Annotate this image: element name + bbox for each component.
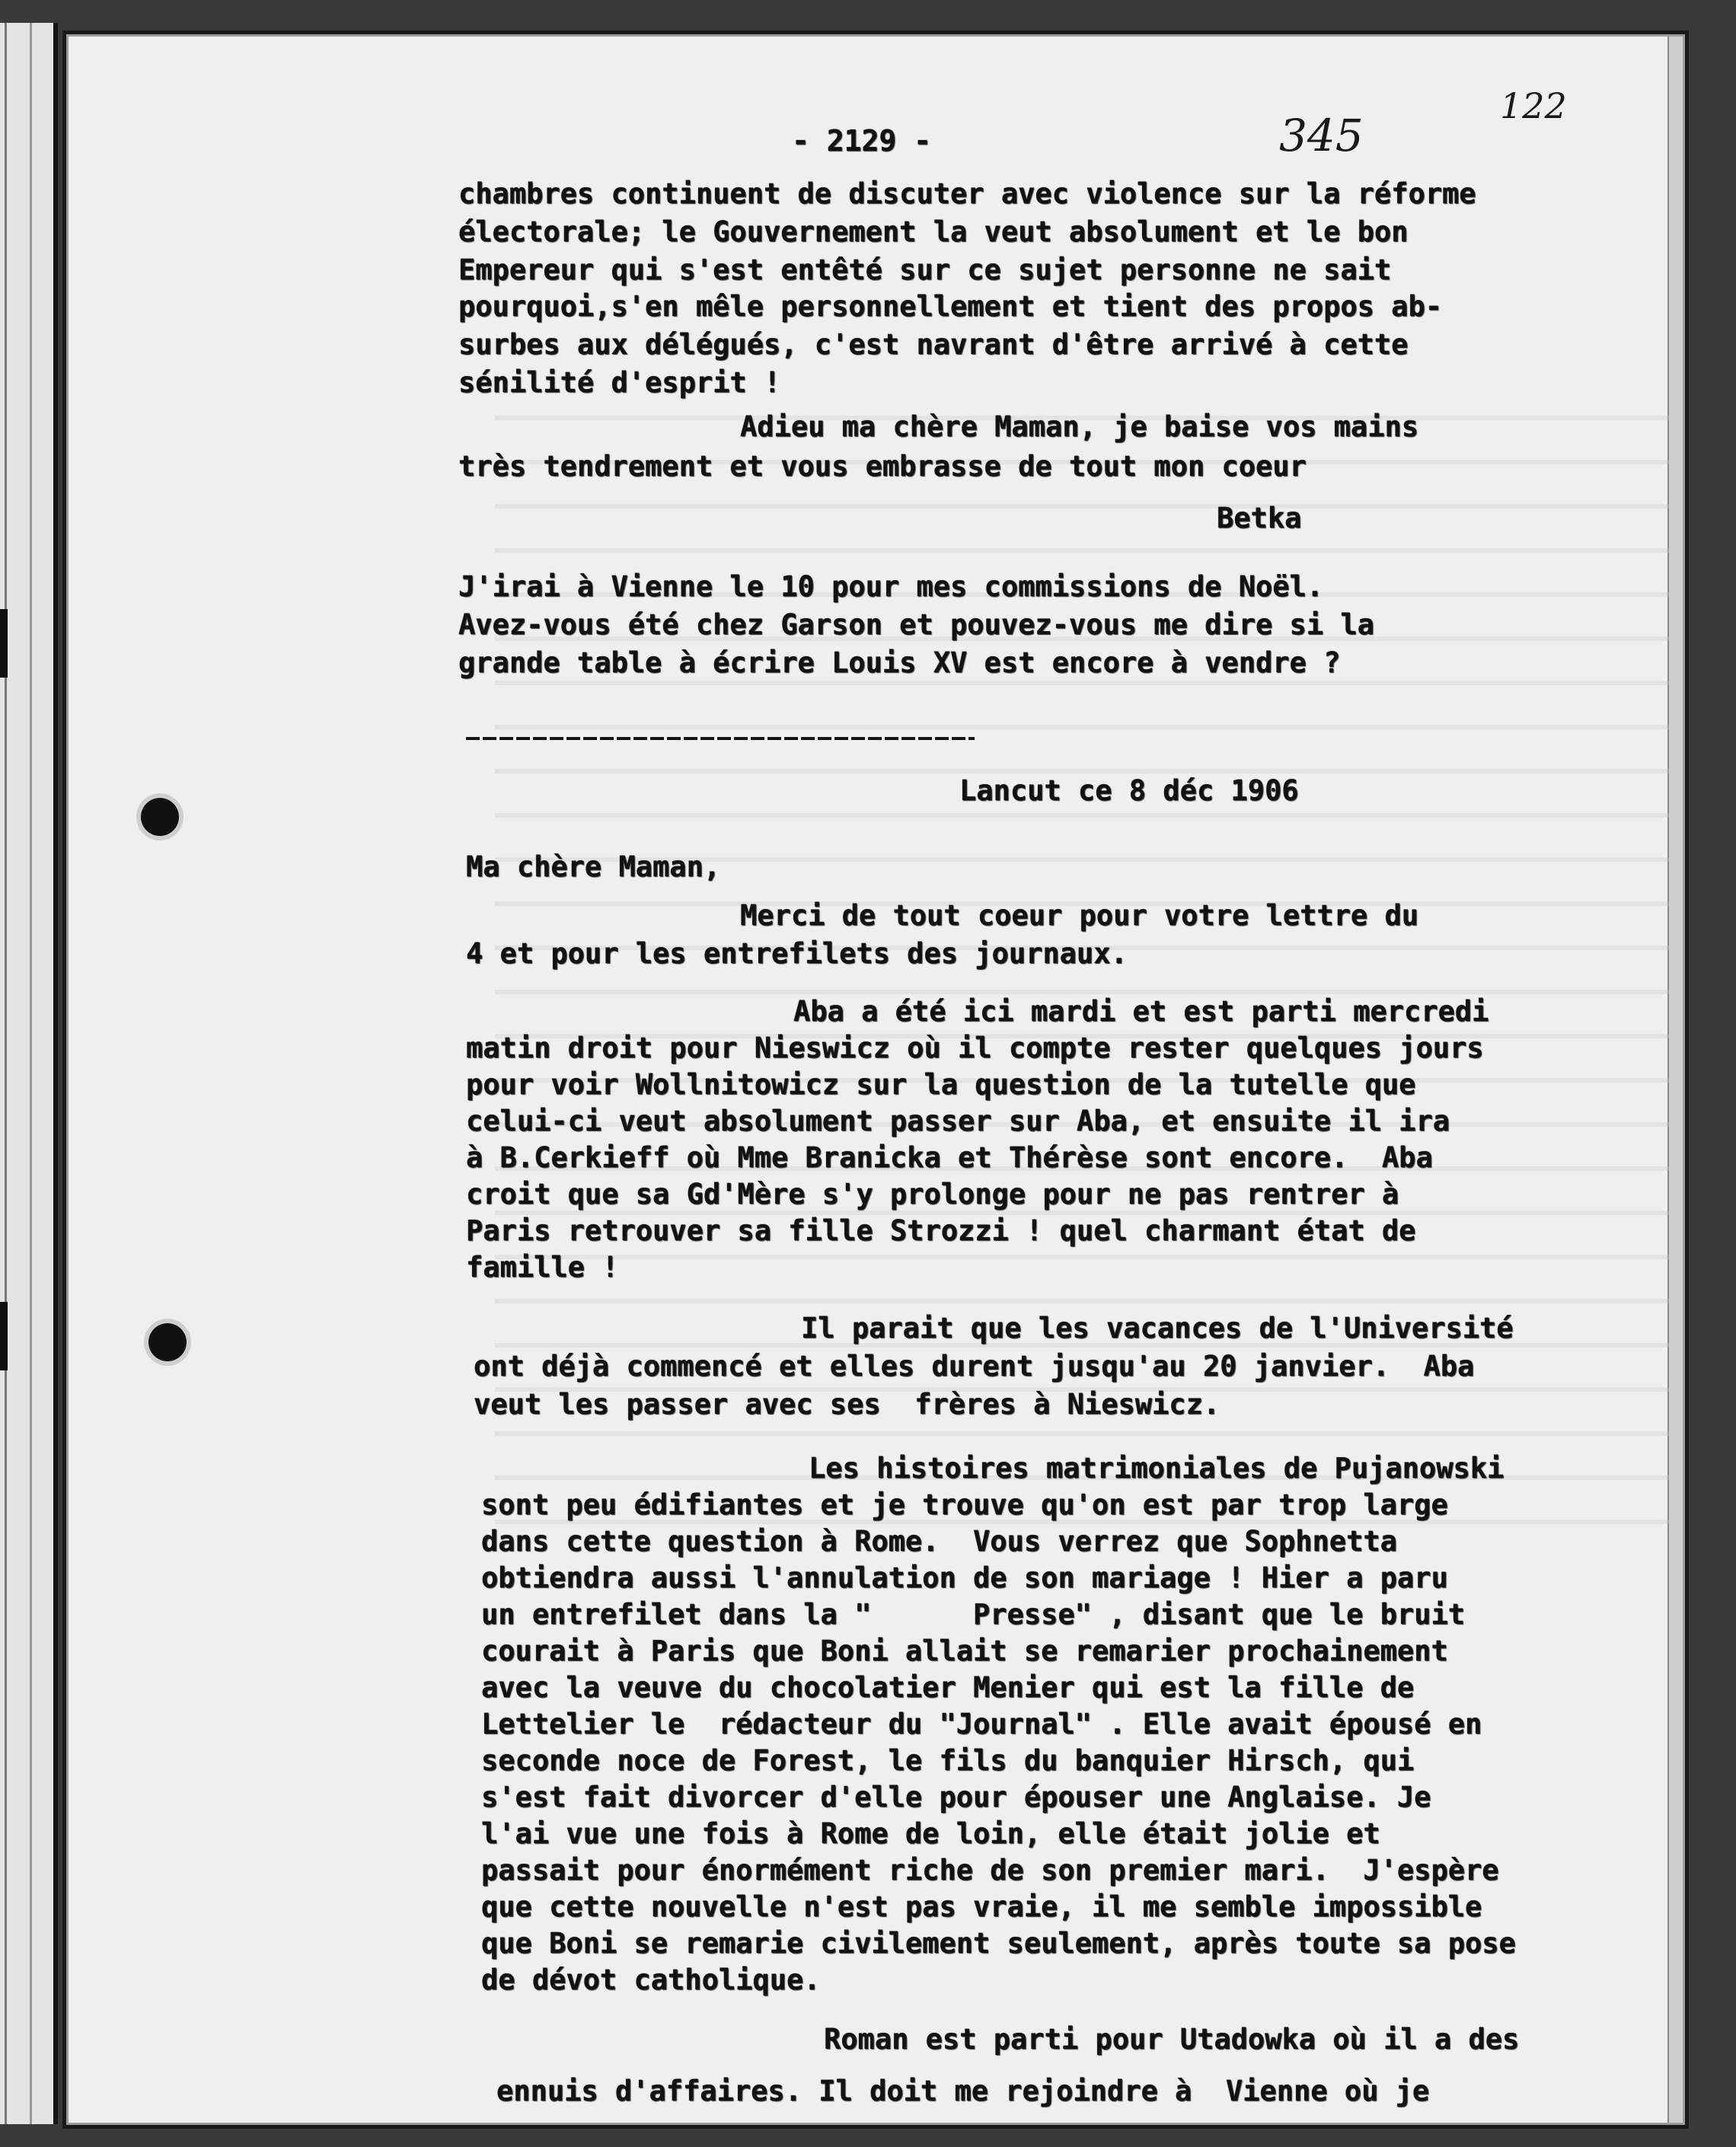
paragraph-first-line: Il parait que les vacances de l'Université [801,1312,1514,1345]
text-line: ont déjà commencé et elles durent jusqu'au 20 janvier. Aba [474,1350,1475,1383]
text-line: que cette nouvelle n'est pas vraie, il me semble impossible [481,1890,1482,1923]
closing-line: Adieu ma chère Maman, je baise vos mains [740,410,1419,443]
text-line: Empereur qui s'est entêté sur ce sujet personne ne sait [458,254,1392,286]
salutation: Ma chère Maman, [466,850,721,883]
text-line: avec la veuve du chocolatier Menier qui est la fille de [481,1671,1415,1704]
postscript-line: J'irai à Vienne le 10 pour mes commissions de Noël. [458,570,1324,603]
paragraph-first-line: Les histoires matrimoniales de Pujanowski [809,1452,1505,1485]
text-line: obtiendra aussi l'annulation de son mariage ! Hier a paru [481,1562,1448,1594]
text-line: chambres continuent de discuter avec violence sur la réforme [458,177,1476,210]
paragraph-first-line: Aba a été ici mardi et est parti mercredi [793,995,1489,1028]
previous-page-edge [0,23,58,2124]
text-line: électorale; le Gouvernement la veut absolument et le bon [458,215,1409,248]
text-line: passait pour énormément riche de son premier mari. J'espère [481,1854,1499,1887]
punch-hole [141,798,179,836]
text-line: sont peu édifiantes et je trouve qu'on est par trop large [481,1488,1448,1521]
text-line: surbes aux délégués, c'est navrant d'être arrivé à cette [458,328,1409,361]
text-line: à B.Cerkieff où Mme Branicka et Thérèse sont encore. Aba [466,1141,1433,1174]
text-line: courait à Paris que Boni allait se remarier prochainement [481,1635,1448,1667]
text-line: l'ai vue une fois à Rome de loin, elle était jolie et [481,1817,1380,1850]
signature: Betka [1217,502,1302,534]
paragraph-first-line: Merci de tout coeur pour votre lettre du [740,899,1419,932]
text-line: pourquoi,s'en mêle personnellement et tient des propos ab- [458,290,1443,323]
place-date: Lancut ce 8 déc 1906 [959,774,1299,807]
text-line: seconde noce de Forest, le fils du banquier Hirsch, qui [481,1744,1415,1777]
punch-hole [148,1323,187,1361]
page-edge-lines [5,23,32,2124]
text-line: sénilité d'esprit ! [458,366,781,399]
text-line: matin droit pour Nieswicz où il compte rester quelques jours [466,1032,1484,1064]
text-line: un entrefilet dans la " Presse" , disant que le bruit [481,1598,1466,1631]
page-number: - 2129 - [792,124,932,158]
text-line: Lettelier le rédacteur du "Journal" . Elle avait épousé en [481,1708,1482,1740]
typed-sheet [69,37,1683,2123]
archive-number: 345 [1279,110,1364,161]
text-line: s'est fait divorcer d'elle pour épouser une Anglaise. Je [481,1781,1431,1814]
show-through-texture [495,387,1675,1559]
text-line: celui-ci veut absolument passer sur Aba, et ensuite il ira [466,1105,1450,1137]
text-line: ennuis d'affaires. Il doit me rejoindre à Vienne où je [496,2075,1430,2107]
separator-rule [466,737,975,740]
text-line: famille ! [466,1251,619,1284]
text-line: 4 et pour les entrefilets des journaux. [466,937,1128,970]
text-line: que Boni se remarie civilement seulement, après toute sa pose [481,1927,1516,1960]
binder-clip [0,1302,8,1370]
text-line: veut les passer avec ses frères à Nieswicz. [474,1388,1221,1421]
folio-number: 122 [1500,85,1567,126]
text-line: Paris retrouver sa fille Strozzi ! quel charmant état de [466,1214,1416,1247]
text-line: pour voir Wollnitowicz sur la question de la tutelle que [466,1068,1416,1101]
postscript-line: grande table à écrire Louis XV est encore à vendre ? [458,646,1341,679]
text-line: croit que sa Gd'Mère s'y prolonge pour ne pas rentrer à [466,1178,1399,1211]
text-line: dans cette question à Rome. Vous verrez que Sophnetta [481,1525,1397,1558]
postscript-line: Avez-vous été chez Garson et pouvez-vous me dire si la [458,608,1374,641]
text-line: de dévot catholique. [481,1964,821,1996]
paragraph-first-line: Roman est parti pour Utadowka où il a des [824,2023,1520,2056]
closing-line: très tendrement et vous embrasse de tout mon coeur [458,450,1307,483]
binder-clip [0,609,8,678]
